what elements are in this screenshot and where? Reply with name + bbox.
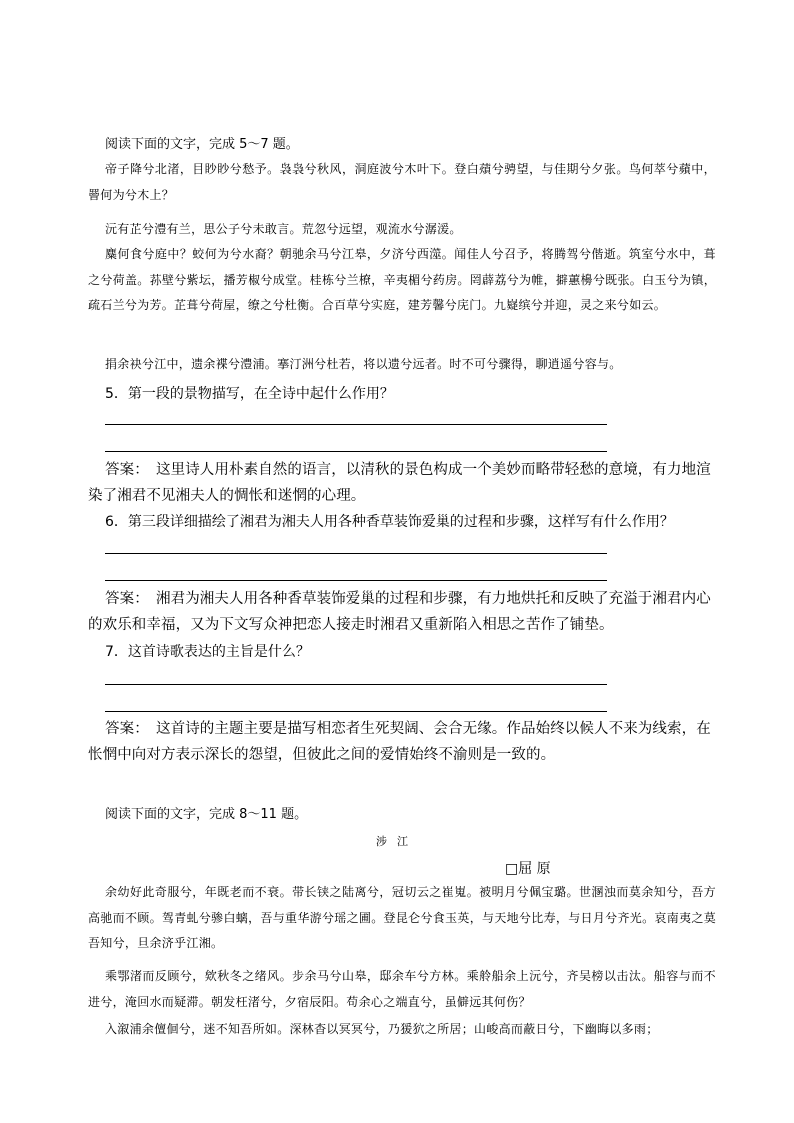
passage-2-paragraph-3: 入溆浦余儃佪兮，迷不知吾所如。深林杳以冥冥兮，乃猨狖之所居；山峻高而蔽日兮，下幽晦以多雨； (105, 1022, 659, 1036)
answer-line (105, 580, 607, 581)
answer-label: 答案： (105, 462, 149, 478)
passage-1-paragraph-2: 沅有芷兮澧有兰，思公子兮未敢言。荒忽兮远望，观流水兮潺湲。 (105, 222, 462, 236)
passage-1-intro: 阅读下面的文字，完成 5～7 题。 (105, 137, 299, 152)
question-6: 6．第三段详细描绘了湘君为湘夫人用各种香草装饰爱巢的过程和步骤，这样写有什么作用？ (105, 514, 674, 530)
question-7: 7．这首诗歌表达的主旨是什么？ (105, 644, 310, 660)
passage-1-paragraph-3: 麋何食兮庭中？蛟何为兮水裔？朝驰余马兮江皋，夕济兮西澨。闻佳人兮召予，将腾驾兮偕逝。筑室兮水中，葺之兮荷盖。荪壁兮紫坛，播芳椒兮成堂。桂栋兮兰橑，辛夷楣兮药房。罔薜荔兮为帷，擗蕙櫋兮既张。白玉兮为镇，疏石兰兮为芳。芷葺兮荷屋，缭之兮杜衡。合百草兮实庭，建芳馨兮庑门。九嶷缤兮并迎，灵之来兮如云。 (88, 247, 716, 312)
poem-author: □屈 原 (505, 861, 551, 877)
passage-2-paragraph-1: 余幼好此奇服兮，年既老而不衰。带长铗之陆离兮，冠切云之崔嵬。被明月兮佩宝璐。世溷浊而莫余知兮，吾方高驰而不顾。驾青虬兮骖白螭，吾与重华游兮瑶之圃。登昆仑兮食玉英，与天地兮比寿，与日月兮齐光。哀南夷之莫吾知兮，旦余济乎江湘。 (88, 885, 716, 950)
passage-1-paragraph-4: 捐余袂兮江中，遗余褋兮澧浦。搴汀洲兮杜若，将以遗兮远者。时不可兮骤得，聊逍遥兮容与。 (105, 357, 622, 371)
answer-line (105, 711, 607, 712)
answer-7 (88, 716, 716, 768)
passage-1-paragraph-1: 帝子降兮北渚，目眇眇兮愁予。袅袅兮秋风，洞庭波兮木叶下。登白薠兮骋望，与佳期兮夕张。鸟何萃兮蘋中，罾何为兮木上？ (88, 162, 716, 202)
answer-line (105, 553, 607, 554)
answer-line (105, 424, 607, 425)
answer-text: 这里诗人用朴素自然的语言，以清秋的景色构成一个美妙而略带轻愁的意境，有力地渲染了湘君不见湘夫人的惆怅和迷惘的心理。 (88, 462, 711, 504)
passage-2-intro: 阅读下面的文字，完成 8～11 题。 (105, 807, 308, 822)
answer-6 (88, 586, 716, 638)
answer-line (105, 451, 607, 452)
question-5: 5．第一段的景物描写，在全诗中起什么作用？ (105, 386, 394, 402)
answer-5 (88, 457, 716, 509)
answer-text: 湘君为湘夫人用各种香草装饰爱巢的过程和步骤，有力地烘托和反映了充溢于湘君内心的欢乐和幸福，又为下文写众神把恋人接走时湘君又重新陷入相思之苦作了铺垫。 (88, 591, 711, 633)
poem-title: 涉江 (376, 835, 418, 848)
answer-text: 这首诗的主题主要是描写相恋者生死契阔、会合无缘。作品始终以候人不来为线索，在怅惘中向对方表示深长的怨望，但彼此之间的爱情始终不渝则是一致的。 (88, 721, 711, 763)
answer-label: 答案： (105, 721, 149, 737)
answer-label: 答案： (105, 591, 149, 607)
answer-line (105, 684, 607, 685)
passage-2-paragraph-2: 乘鄂渚而反顾兮，欸秋冬之绪风。步余马兮山皋，邸余车兮方林。乘舲船余上沅兮，齐吴榜以击汰。船容与而不进兮，淹回水而疑滞。朝发枉渚兮，夕宿辰阳。苟余心之端直兮，虽僻远其何伤？ (88, 969, 716, 1009)
